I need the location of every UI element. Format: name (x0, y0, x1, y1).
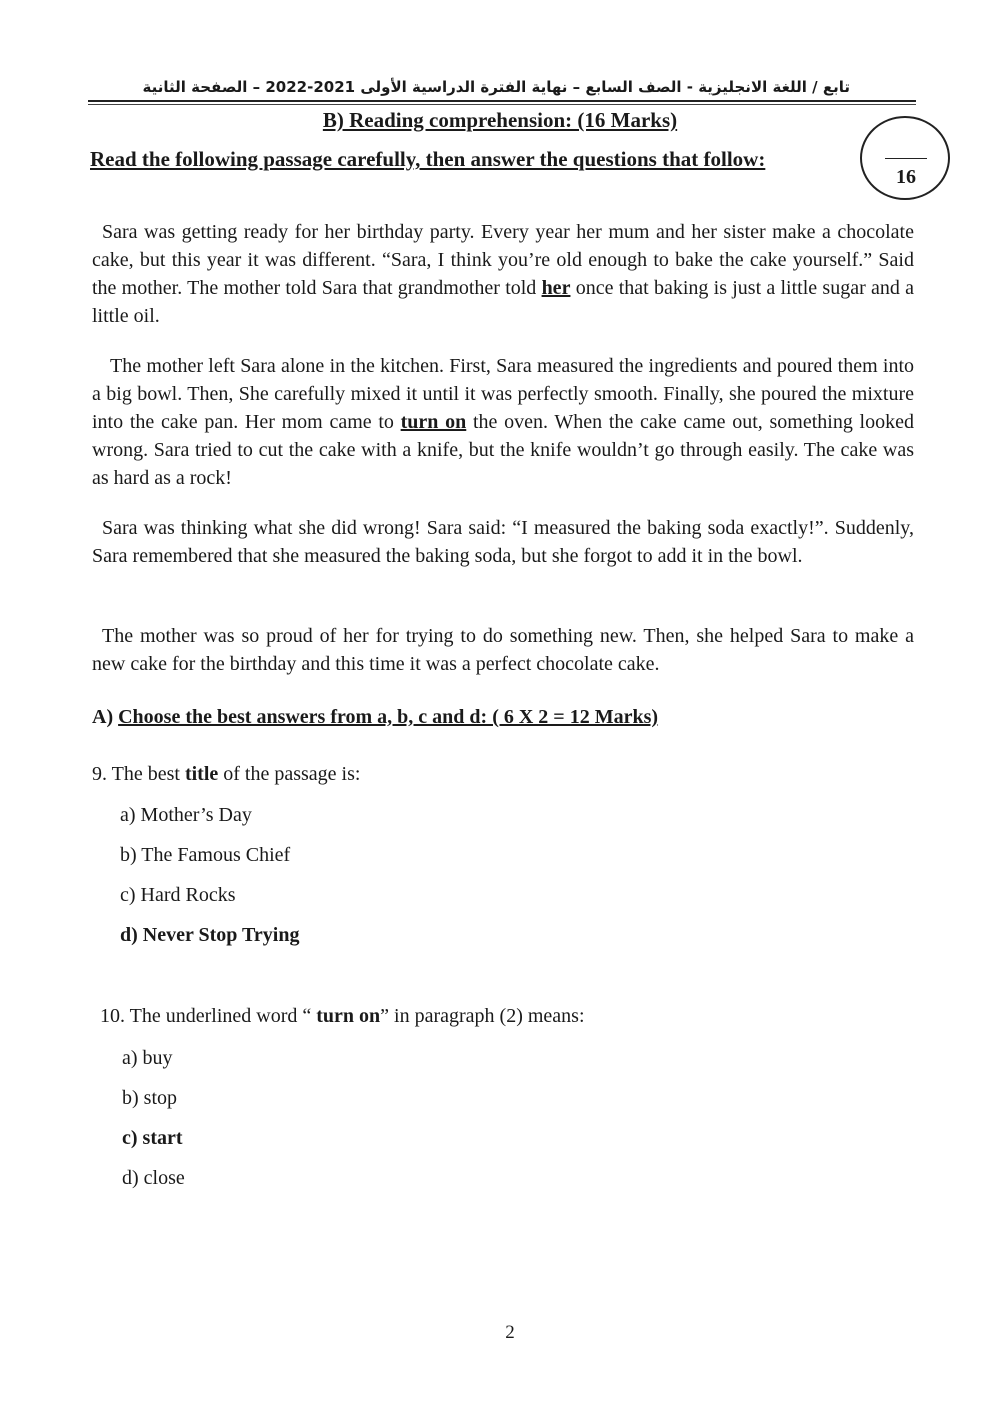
passage-paragraph-4 (92, 622, 914, 678)
section-title: B) Reading comprehension: (16 Marks) (322, 108, 678, 132)
p4-text: The mother was so proud of her for trying to do something new. Then, she helped Sara to make a new cake for the birthday and this time it was a perfect chocolate cake. (92, 625, 914, 675)
q9-option-b[interactable]: b) The Famous Chief (120, 844, 291, 866)
q10-pre: 10. The underlined word “ (100, 1005, 317, 1027)
exam-header: تابع / اللغة الانجليزية - الصف السابع – نهاية الفترة الدراسية الأولى 2021-2022 – الصفحة الثانية (142, 78, 850, 96)
q9-keyword: title (184, 763, 219, 785)
q9-pre: 9. The best (92, 763, 185, 785)
q9-option-a[interactable]: a) Mother’s Day (120, 804, 252, 826)
question-9 (92, 763, 360, 786)
passage-paragraph-2 (92, 352, 914, 492)
q10-keyword: turn on (316, 1005, 381, 1027)
p1-underlined-word: her (541, 277, 571, 299)
q9-post: of the passage is: (218, 763, 361, 785)
q10-option-c-selected[interactable]: c) start (122, 1127, 183, 1149)
page-number: 2 (505, 1322, 515, 1343)
part-a-prefix: A) (92, 706, 119, 728)
q10-option-b[interactable]: b) stop (122, 1087, 177, 1109)
q10-post: ” in paragraph (2) means: (380, 1005, 585, 1027)
q9-option-c[interactable]: c) Hard Rocks (120, 884, 236, 906)
q9-option-d-selected[interactable]: d) Never Stop Trying (120, 924, 300, 946)
p2-underlined-phrase: turn on (400, 411, 467, 433)
part-a-title (92, 706, 658, 729)
score-blank-line (885, 158, 927, 159)
q10-option-a[interactable]: a) buy (122, 1047, 173, 1069)
header-divider (88, 100, 916, 102)
passage-paragraph-1 (92, 218, 914, 330)
p2-text-b: the oven. When the cake came out, something looked wrong. Sara tried to cut the cake with a knife, but the knife wouldn’t go through easily. The cake was as hard as a rock! (92, 411, 914, 489)
instruction-text: Read the following passage carefully, then answer the questions that follow: (90, 147, 766, 171)
p1-text-b: once that baking is just a little sugar and a little oil. (92, 277, 914, 327)
q10-option-d[interactable]: d) close (122, 1167, 185, 1189)
p3-text: Sara was thinking what she did wrong! Sara said: “I measured the baking soda exactly!”. Suddenly, Sara remembered that she measured the baking soda, but she forgot to add it in the bowl. (92, 517, 914, 567)
score-total: 16 (896, 166, 916, 188)
passage-paragraph-3 (92, 514, 914, 570)
p1-text-a: Sara was getting ready for her birthday party. Every year her mum and her sister make a chocolate cake, but this year it was different. “Sara, I think you’re old enough to bake the cake yourself.” Said the mother. The mother told Sara that grandmother told (92, 221, 914, 299)
p2-text-a: The mother left Sara alone in the kitchen. First, Sara measured the ingredients and poured them into a big bowl. Then, She carefully mixed it until it was perfectly smooth. Finally, she poured the mixture into the cake pan. Her mom came to (92, 355, 914, 433)
question-10 (100, 1005, 585, 1028)
part-a-instruction: Choose the best answers from a, b, c and d: ( 6 X 2 = 12 Marks) (118, 706, 659, 728)
header-divider-thin (88, 104, 916, 105)
